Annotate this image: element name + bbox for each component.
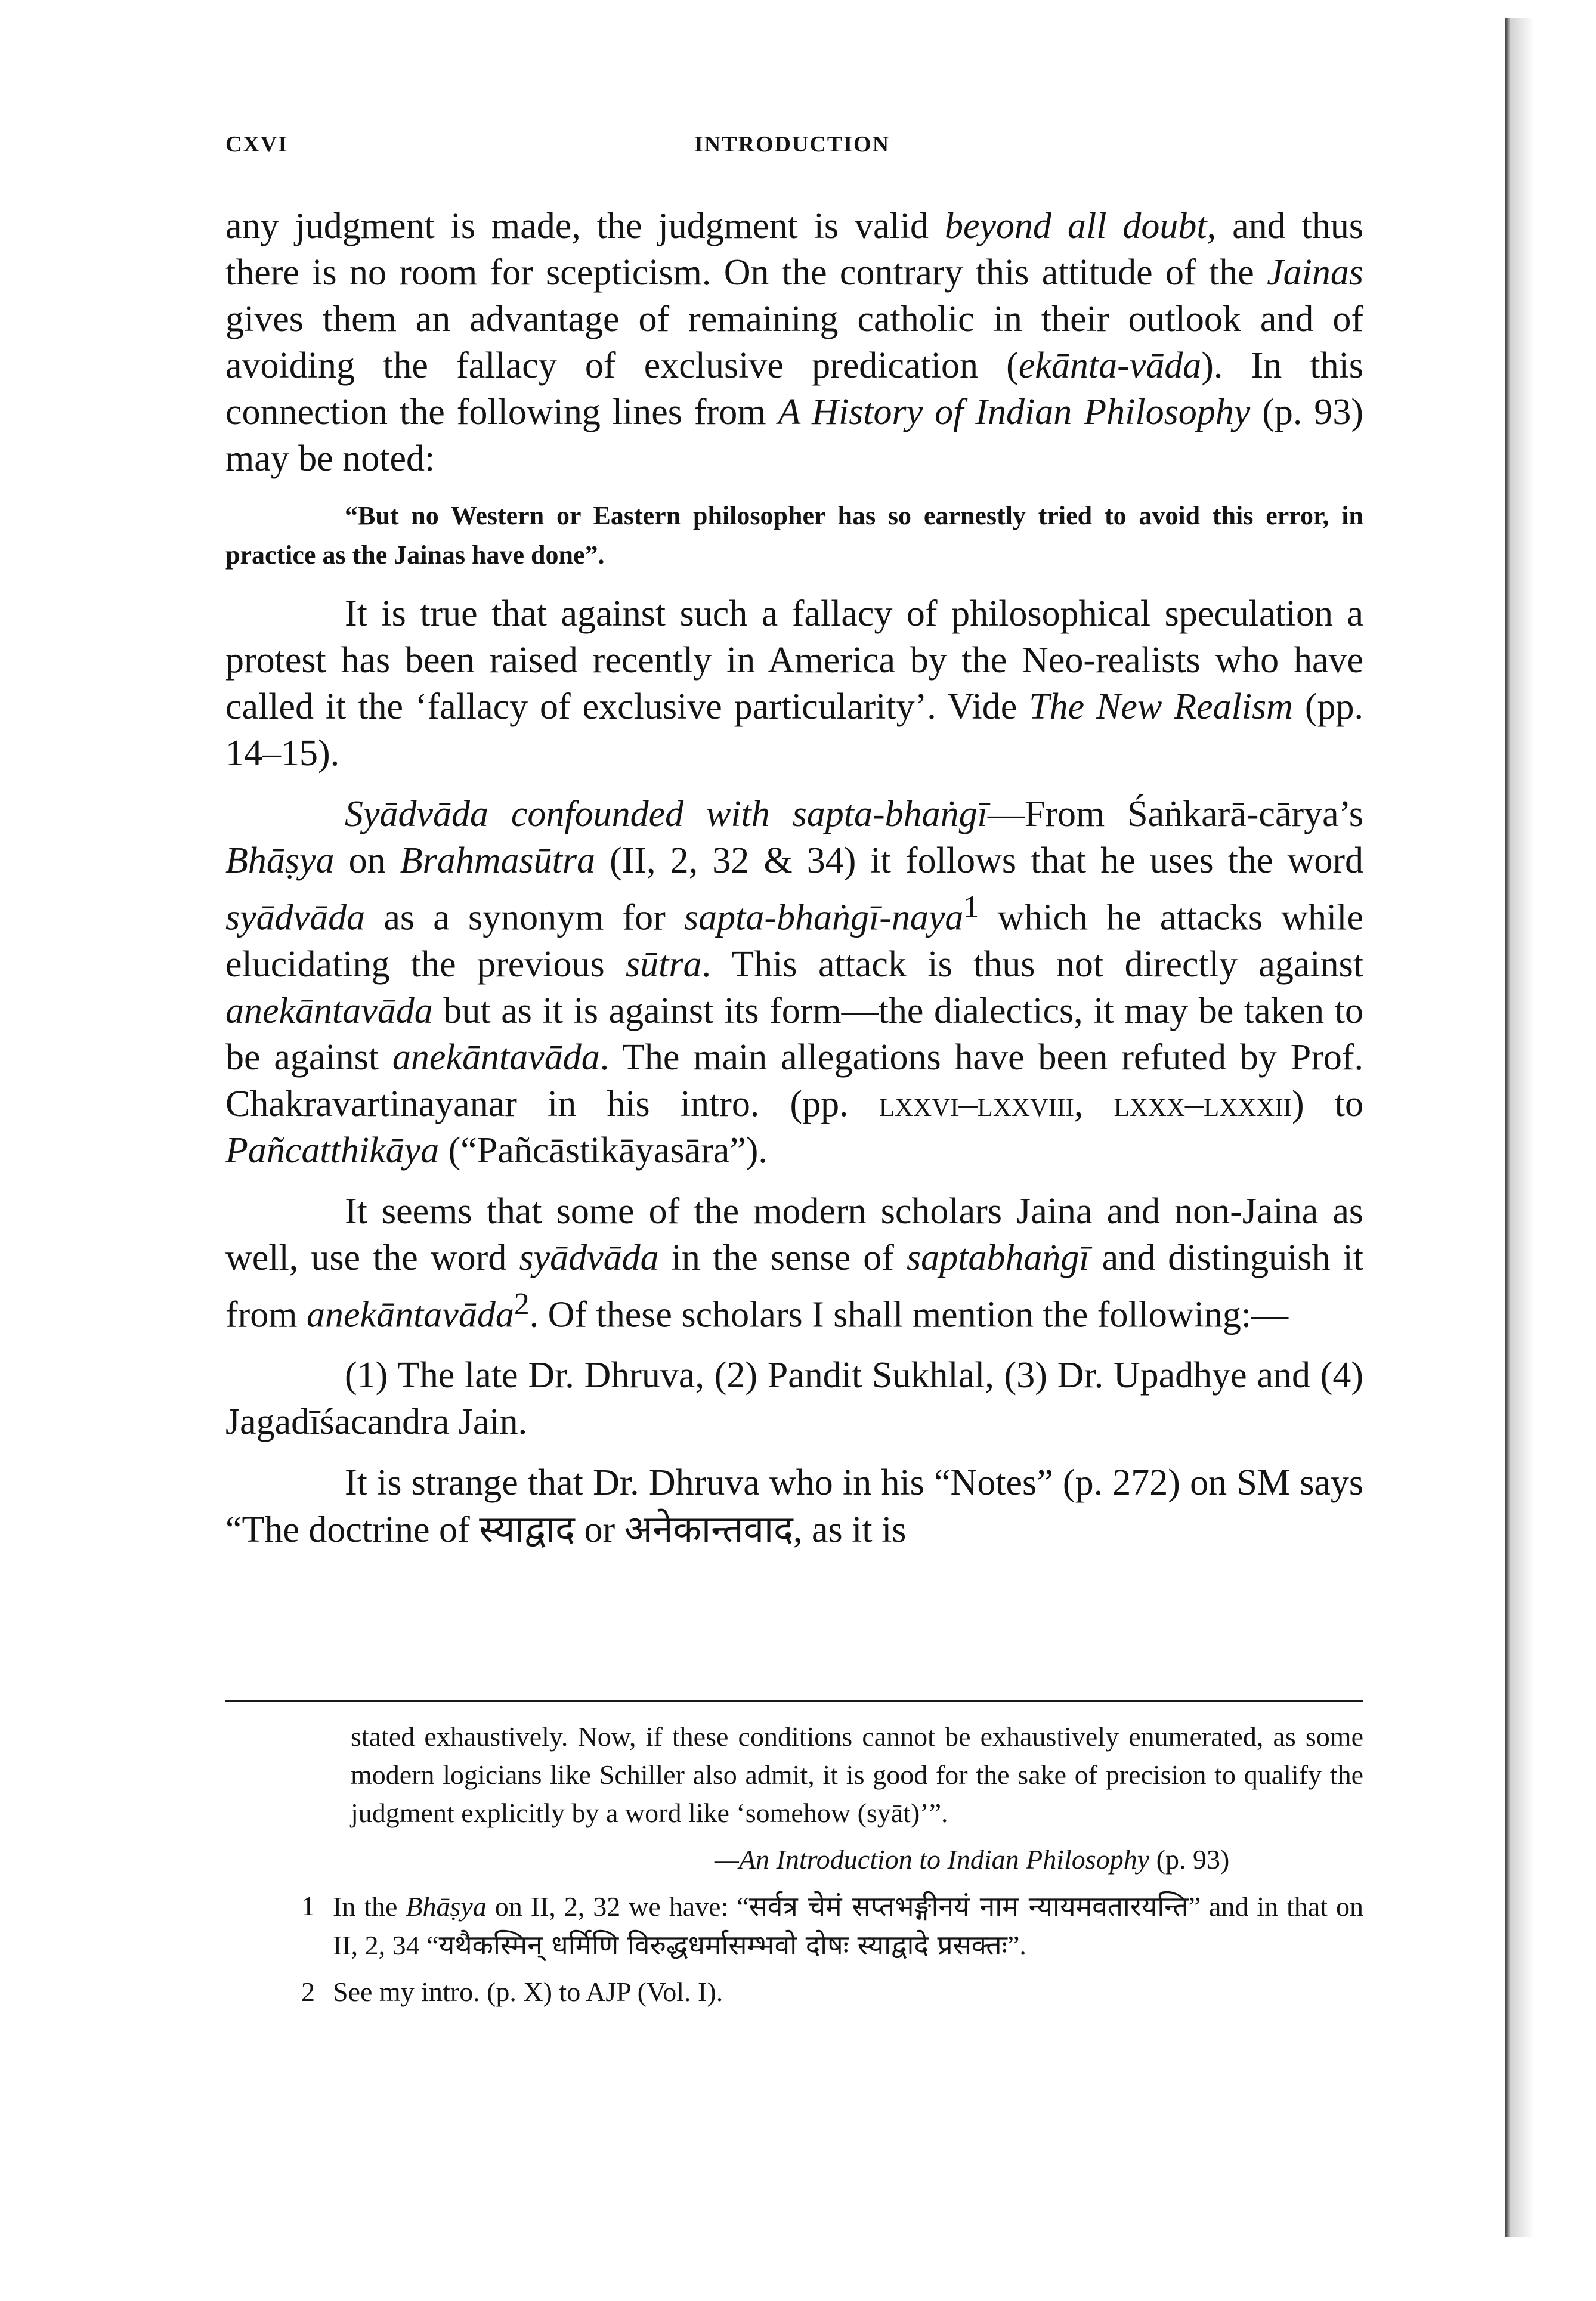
paragraph-5: (1) The late Dr. Dhruva, (2) Pandit Sukhlal, (3) Dr. Upadhye and (4) Jagadīśacandra Jain.: [225, 1355, 1363, 1443]
footnote-number: 2: [301, 1977, 315, 2007]
page-number: CXVI: [225, 132, 289, 157]
body-text: [225, 203, 1363, 1567]
footnote-divider: [225, 1700, 1363, 1702]
running-head: [225, 131, 1359, 167]
footnote-attribution: —An Introduction to Indian Philosophy (p. 93): [715, 1844, 1230, 1875]
page-edge-shadow: [1510, 18, 1534, 2237]
footnote-number: 1: [301, 1891, 315, 1921]
paragraph-3: Syādvāda confounded with sapta-bhaṅgī—From Śaṅkarā-cārya’s Bhāṣya on Brahmasūtra (II, 2, 32 & 34) it follows that he uses the word syādvāda as a synonym for sapta-bhaṅgī-naya$^1$ which he attacks while elucidating the previous sūtra. This attack is thus not directly against anekāntavāda but as it is against its form—the dialectics, it may be taken to be against anekāntavāda. The main allegations have been refuted by Prof. Chakravartinayanar in his intro. (pp. lxxvi–lxxviii, lxxx–lxxxii) to Pañcatthikāya (“Pañcāstikāyasāra”).: [225, 794, 1364, 1171]
footnote-ref-2[interactable]: 2: [514, 1286, 530, 1321]
footnote-ref-1[interactable]: 1: [963, 890, 979, 924]
section-heading: Syādvāda confounded with sapta-bhaṅgī: [345, 794, 988, 834]
running-title: INTRODUCTION: [694, 132, 890, 157]
paragraph-2: It is true that against such a fallacy of philosophical speculation a protest has been raised recently in America by the Neo-realists who have called it the ‘fallacy of exclusive particularity’. Vide The New Realism (pp. 14–15).: [225, 593, 1363, 774]
footnote-continuation: stated exhaustively. Now, if these conditions cannot be exhaustively enumerated, as some modern logicians like Schiller also admit, it is good for the sake of precision to qualify the judgment explicitly by a word like ‘somehow (syāt)’”.: [351, 1721, 1363, 1828]
paragraph-1: any judgment is made, the judgment is valid beyond all doubt, and thus there is no room for scepticism. On the contrary this attitude of the Jainas gives them an advantage of remaining catholic in their outlook and of avoiding the fallacy of exclusive predication (ekānta-vāda). In this connection the following lines from A History of Indian Philosophy (p. 93) may be noted:: [225, 206, 1364, 479]
page-edge: [1505, 18, 1510, 2237]
footnotes: [225, 1718, 1363, 2011]
paragraph-4: It seems that some of the modern scholars Jaina and non-Jaina as well, use the word syādvāda in the sense of saptabhaṅgī and distinguish it from anekāntavāda$^2$. Of these scholars I shall mention the following:—: [225, 1190, 1363, 1335]
footnote-2: 2 See my intro. (p. X) to AJP (Vol. I).: [225, 1973, 1363, 2011]
block-quote: “But no Western or Eastern philosopher has so earnestly tried to avoid this error, in practice as the Jainas have done”.: [225, 501, 1363, 570]
footnote-1: 1 In the Bhāṣya on II, 2, 32 we have: “सर्वत्र चेमं सप्तभङ्गीनयं नाम न्यायमवतारयन्ति” and in that on II, 2, 34 “यथैकस्मिन् धर्मिणि विरुद्धधर्मासम्भवो दोषः स्याद्वादे प्रसक्तः”.: [225, 1887, 1363, 1965]
paragraph-6: It is strange that Dr. Dhruva who in his “Notes” (p. 272) on SM says “The doctrine of स्याद्वाद or अनेकान्तवाद, as it is: [225, 1462, 1363, 1551]
